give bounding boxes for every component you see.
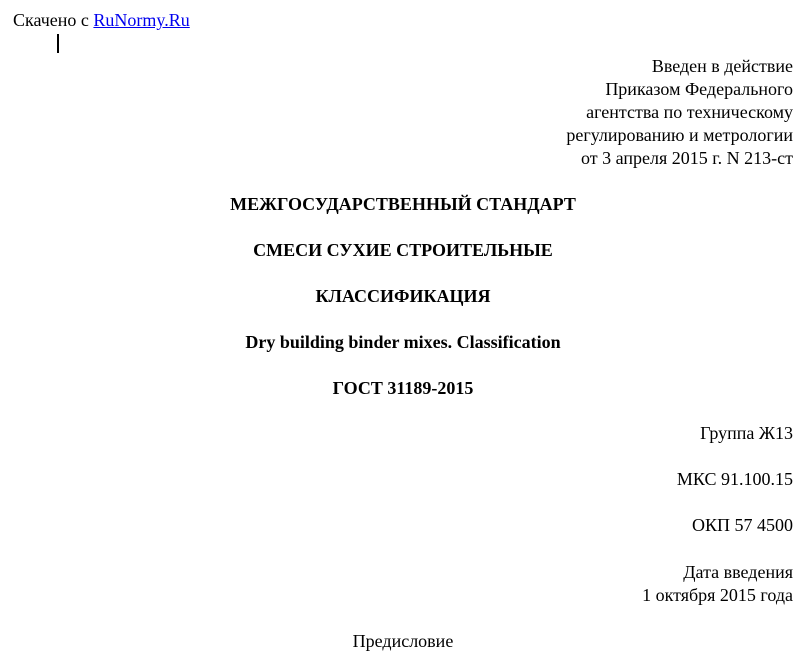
effective-date-block [642,561,793,607]
mks-code: МКС 91.100.15 [676,469,793,489]
english-title: Dry building binder mixes. Classification [245,332,561,352]
group-label: Группа Ж13 [700,423,793,443]
document-subtitle: КЛАССИФИКАЦИЯ [315,286,491,306]
text-cursor [57,34,59,53]
document-title: СМЕСИ СУХИЕ СТРОИТЕЛЬНЫЕ [253,240,553,260]
effective-date-label: Дата введения [683,562,793,582]
okp-code: ОКП 57 4500 [691,515,793,535]
source-line [13,8,190,32]
approval-line: Введен в действие [651,56,793,76]
approval-line: Приказом Федерального [605,79,793,99]
standard-code: ГОСТ 31189-2015 [332,378,474,398]
source-prefix: Скачено с [13,10,89,30]
approval-line: регулированию и метрологии [566,125,793,145]
preface-heading: Предисловие [352,631,454,651]
approval-line: агентства по техническому [586,102,793,122]
standard-type-heading: МЕЖГОСУДАРСТВЕННЫЙ СТАНДАРТ [230,194,576,214]
source-link[interactable]: RuNormy.Ru [93,10,190,30]
approval-line: от 3 апреля 2015 г. N 213-ст [581,148,793,168]
effective-date-value: 1 октября 2015 года [642,585,793,605]
approval-block [566,55,793,170]
